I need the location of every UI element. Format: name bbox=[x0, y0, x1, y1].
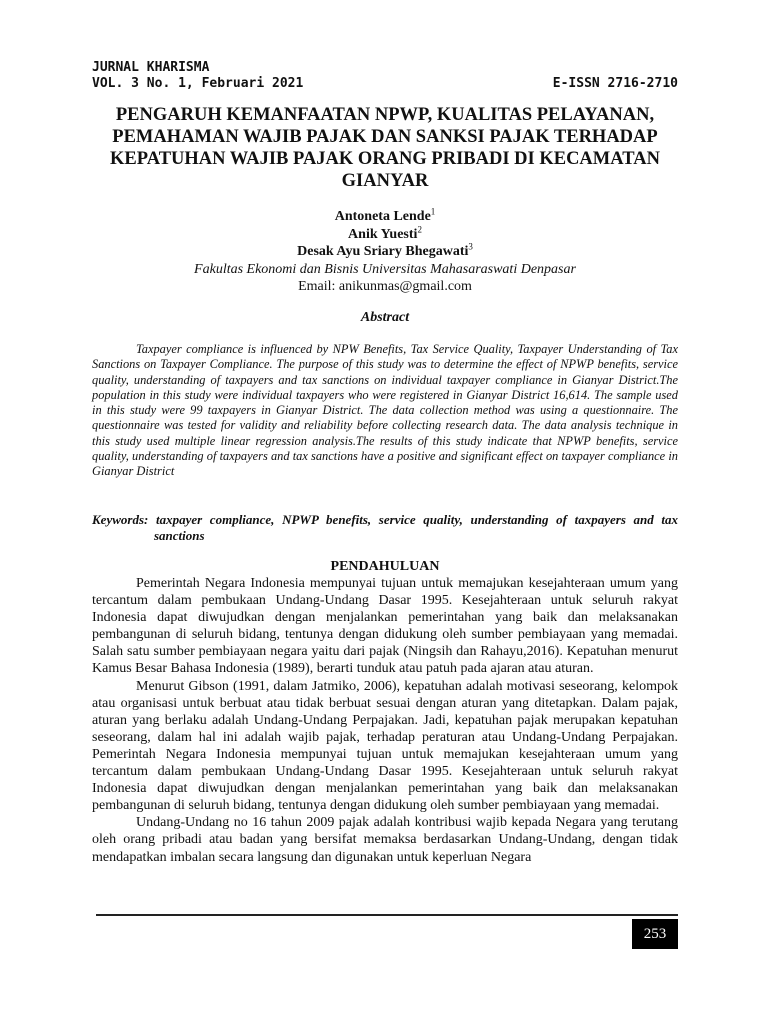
journal-name: JURNAL KHARISMA bbox=[92, 60, 210, 75]
author-3 bbox=[92, 243, 678, 261]
abstract-body bbox=[92, 342, 678, 480]
section-body bbox=[92, 575, 678, 866]
page-number: 253 bbox=[632, 919, 678, 949]
abstract-heading: Abstract bbox=[360, 310, 410, 325]
journal-volume: VOL. 3 No. 1, Februari 2021 bbox=[92, 76, 304, 91]
footer-rule bbox=[96, 914, 678, 916]
author-name: Anik Yuesti bbox=[348, 226, 418, 242]
section-heading: PENDAHULUAN bbox=[330, 559, 440, 574]
author-name: Antoneta Lende bbox=[334, 209, 431, 224]
author-2 bbox=[92, 223, 678, 244]
journal-issn: E-ISSN 2716-2710 bbox=[552, 76, 678, 91]
paper-title: PENGARUH KEMANFAATAN NPWP, KUALITAS PELAYANAN, PEMAHAMAN WAJIB PAJAK DAN SANKSI PAJAK TERHADAP KEPATUHAN WAJIB PAJAK ORANG PRIBADI DI KECAMATAN GIANYAR bbox=[110, 105, 660, 191]
journal-header bbox=[92, 60, 678, 92]
author-block bbox=[92, 208, 678, 296]
email: Email: anikunmas@gmail.com bbox=[298, 279, 472, 294]
keywords: Keywords: taxpayer compliance, NPWP benefits, service quality, understanding of taxpayers and tax sanctions bbox=[92, 512, 678, 543]
author-affiliation-mark: 1 bbox=[430, 206, 436, 217]
author-affiliation-mark: 3 bbox=[468, 241, 473, 252]
body-paragraph: Menurut Gibson (1991, dalam Jatmiko, 2006), kepatuhan adalah motivasi seseorang, kelompok atau organisasi untuk berbuat atau tidak berbuat sesuai dengan aturan yang ditetapkan. Dalam pajak, aturan yang berlaku adalah Undang-Undang Perpajakan. Jadi, kepatuhan pajak merupakan kepatuhan seseorang, dalam hal ini adalah wajib pajak, terhadap peraturan atau Undang-Undang Perpajakan. Pemerintah Negara Indonesia mempunyai tujuan untuk memajukan kesejahteraan umum yang tercantum dalam pembukaan Undang-Undang Dasar 1995. Kesejahteraan untuk seluruh rakyat Indonesia dapat diwujudkan dengan menjalankan pemerintahan yang baik dan melaksanakan pembangunan di seluruh bidang, tentunya dengan didukung oleh sumber pembiayaan yang memadai. bbox=[92, 678, 678, 814]
author-name: Desak Ayu Sriary Bhegawati bbox=[297, 244, 469, 259]
abstract-text: Taxpayer compliance is influenced by NPW Benefits, Tax Service Quality, Taxpayer Understanding of Tax Sanctions on Taxpayer Compliance. The purpose of this study was to determine the effect of NPWP benefits, service quality, understanding of taxpayers and tax sanctions on individual taxpayer compliance in Gianyar District.The population in this study were individual taxpayers who were registered in Gianyar District 16,614. The sample used in this study were 99 taxpayers in Gianyar District. The data collection method was using a questionnaire. The questionnaire was tested for validity and reliability before collecting research data. The data analysis technique in this study used multiple linear regression analysis.The results of this study indicate that NPWP benefits, service quality, understanding of taxpayers and tax sanctions have a positive and significant effect on taxpayer compliance in Gianyar District bbox=[92, 342, 678, 479]
author-1 bbox=[92, 208, 678, 226]
affiliation: Fakultas Ekonomi dan Bisnis Universitas Mahasaraswati Denpasar bbox=[194, 261, 576, 277]
body-paragraph: Undang-Undang no 16 tahun 2009 pajak adalah kontribusi wajib kepada Negara yang terutang oleh orang pribadi atau badan yang bersifat memaksa berdasarkan Undang-Undang, dengan tidak mendapatkan imbalan secara langsung dan digunakan untuk keperluan Negara bbox=[92, 815, 678, 865]
journal-info-row bbox=[92, 76, 678, 92]
body-paragraph: Pemerintah Negara Indonesia mempunyai tujuan untuk memajukan kesejahteraan umum yang tercantum dalam pembukaan Undang-Undang Dasar 1995. Kesejahteraan untuk seluruh rakyat Indonesia dapat diwujudkan dengan menjalankan pemerintahan yang baik dan melaksanakan pembangunan di seluruh bidang, tentunya dengan didukung oleh sumber pembiayaan yang memadai. Salah satu sumber pembiayaan negara yaitu dari pajak (Ningsih dan Rahayu,2016). Kepatuhan menurut Kamus Besar Bahasa Indonesia (1989), berarti tunduk atau patuh pada ajaran atau aturan. bbox=[92, 576, 678, 677]
author-affiliation-mark: 2 bbox=[417, 223, 422, 234]
